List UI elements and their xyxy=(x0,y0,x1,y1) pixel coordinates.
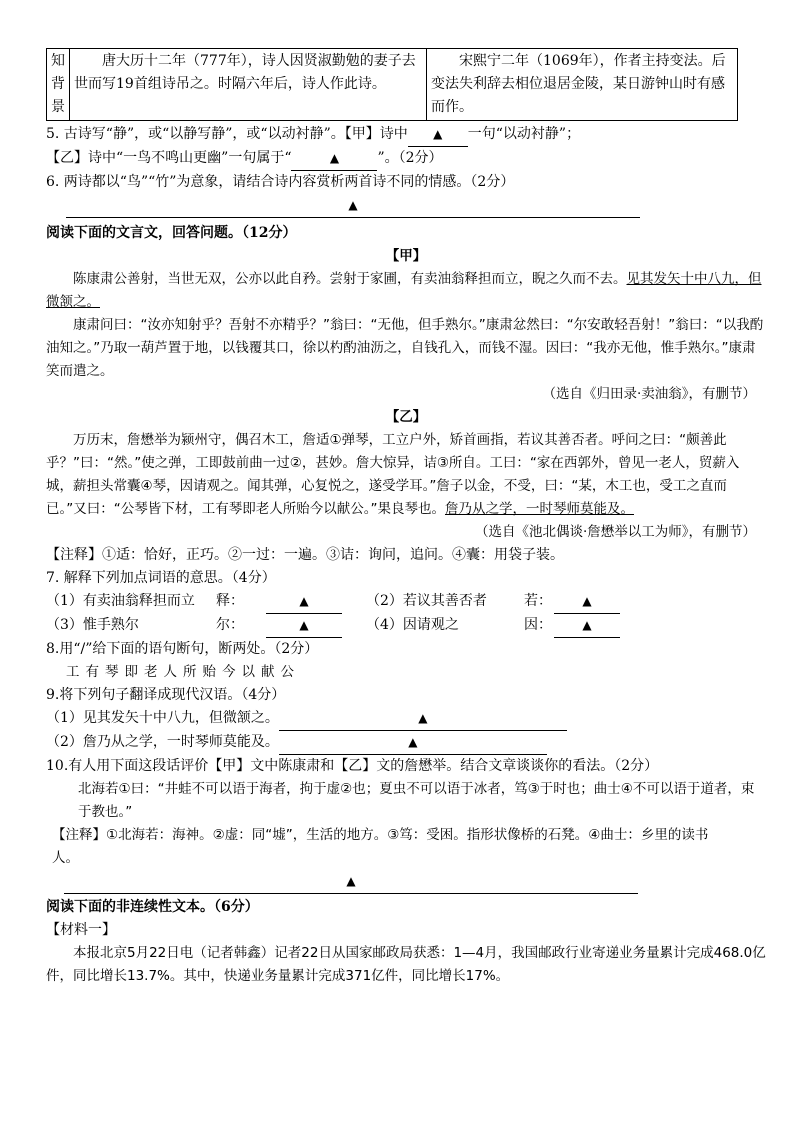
question-7-row: （1）有卖油翁释担而立 释： ▲ （2）若议其善否者 若： ▲ xyxy=(46,590,766,614)
table-label: 知 背 景 xyxy=(47,49,70,121)
section-heading-classical: 阅读下面的文言文，回答问题。（12分） xyxy=(46,225,297,241)
background-table xyxy=(46,48,738,121)
answer-line[interactable]: ▲ xyxy=(279,707,567,731)
answer-blank[interactable]: ▲ xyxy=(266,614,342,638)
answer-line[interactable]: ▲ xyxy=(279,731,547,755)
answer-line-6[interactable]: ▲ xyxy=(46,194,766,218)
question-10: 10.有人用下面这段话评价【甲】文中陈康肃和【乙】文的詹懋举。结合文章谈谈你的看法。（2分） xyxy=(46,758,659,774)
passage-title: 【甲】 xyxy=(385,248,427,264)
exam-page: 知 背 景 唐大历十二年（777年），诗人因贤淑勤勉的妻子去世而写19首组诗吊之。时隔六年后，诗人作此诗。 宋熙宁二年（1069年），作者主持变法。后变法失利辞去相位退居金陵，某日游钟山时有感而作。 5. 古诗写“静”，或“以静写静”，或“以动衬静”。【甲】诗中 ▲ 一句“以动衬静”； 【乙】诗中“一鸟不鸣山更幽”一句属于“ ▲ ”。（2分） 6. 两诗都以“鸟”“竹”为意象，请结合诗内容赏析两首诗不同的情感。（2分） ▲ 阅读下面的文言文，回答问题。（12分） 【甲】 陈康肃公善射，当世无双，公亦以此自矜。尝射于家圃，有卖油翁释担而立，睨之久而不去。见其发矢十中八九，但微颔之。 康肃问曰：“汝亦知射乎？吾射不亦精乎？”翁曰：“无他，但手熟尔。”康肃忿然曰：“尔安敢轻吾射！”翁曰：“以我酌油知之。”乃取一葫芦置于地，以钱覆其口，徐以杓酌油沥之，自钱孔入，而钱不湿。因曰：“我亦无他，惟手熟尔。”康肃笑而遣之。 （选自《归田录·卖油翁》，有删节） 【乙】 万历末，詹懋举为颍州守，偶召木工，詹适①弹琴，工立户外，矫首画指，若议其善否者。呼问之曰：“颇善此乎？”曰：“然。”使之弹，工即鼓前曲一过②，甚妙。詹大惊异，诘③所自。工曰：“家在西郭外，曾见一老人，贸薪入城，薪担头常囊④琴，因请观之。闻其弹，心复悦之，遂受学耳。”詹子以金，不受，曰：“某，木工也，受工之直而已。”又曰：“公琴皆下材，工有琴即老人所贻今以献公。”果良琴也。詹乃从之学，一时琴师莫能及。 （选自《池北偶谈·詹懋举以工为师》，有删节） 【注释】①适：恰好，正巧。②一过：一遍。③诘：询问，追问。④囊：用袋子装。 7. 解释下列加点词语的意思。（4分） （1）有卖油翁释担而立 释： ▲ （2）若议其善否者 若： ▲ （3）惟手熟尔 尔： ▲ （4）因请观之 因： ▲ 8.用“/”给下面的语句断句，断两处。（2分） 工有琴即老人所贻今以献公 9.将下列句子翻译成现代汉语。（4分） （1）见其发矢十中八九，但微颔之。 ▲ （2）詹乃从之学，一时琴师莫能及。 ▲ 10.有人用下面这段话评价【甲】文中陈康肃和【乙】文的詹懋举。结合文章谈谈你的看法。（2分） 北海若①曰：“井蛙不可以语于海者，拘于虚②也；夏虫不可以语于冰者，笃③于时也；曲士④不可以语于道者，束于教也。” 【注释】①北海若：海神。②虚：同“墟”，生活的地方。③笃：受困。指形状像桥的石凳。④曲士：乡里的读书人。 ▲ 阅读下面的非连续性文本。（6分） 【材料一】 本报北京5月22日电（记者韩鑫）记者22日从国家邮政局获悉：1—4月，我国邮政行业寄递业务量累计完成468.0亿件，同比增长13.7%。其中，快递业务量累计完成371亿件，同比增长17%。 xyxy=(46,48,766,988)
table-right-cell: 宋熙宁二年（1069年），作者主持变法。后变法失利辞去相位退居金陵，某日游钟山时有感而作。 xyxy=(427,49,738,121)
material-text: 本报北京5月22日电（记者韩鑫）记者22日从国家邮政局获悉：1—4月，我国邮政行业寄递业务量累计完成468.0亿件，同比增长13.7%。其中，快递业务量累计完成371亿件，同比增长17%。 xyxy=(46,945,766,984)
quote-notes: 【注释】①北海若：海神。②虚：同“墟”，生活的地方。③笃：受困。指形状像桥的石凳。④曲士：乡里的读书人。 xyxy=(52,827,709,866)
material-title: 【材料一】 xyxy=(46,922,116,938)
question-9: 9.将下列句子翻译成现代汉语。（4分） xyxy=(46,687,286,703)
question-7-row: （3）惟手熟尔 尔： ▲ （4）因请观之 因： ▲ xyxy=(46,614,766,638)
answer-blank[interactable]: ▲ xyxy=(291,147,377,171)
answer-blank[interactable]: ▲ xyxy=(266,590,342,614)
source-note: （选自《池北偶谈·詹懋举以工为师》，有删节） xyxy=(474,524,756,540)
question-6: 6. 两诗都以“鸟”“竹”为意象，请结合诗内容赏析两首诗不同的情感。（2分） xyxy=(46,174,515,190)
passage-title: 【乙】 xyxy=(385,409,427,425)
passage-jia: 【甲】 陈康肃公善射，当世无双，公亦以此自矜。尝射于家圃，有卖油翁释担而立，睨之久而不去。见其发矢十中八九，但微颔之。 康肃问曰：“汝亦知射乎？吾射不亦精乎？”翁曰：“无他，但手熟尔。”康肃忿然曰：“尔安敢轻吾射！”翁曰：“以我酌油知之。”乃取一葫芦置于地，以钱覆其口，徐以杓酌油沥之，自钱孔入，而钱不湿。因曰：“我亦无他，惟手熟尔。”康肃笑而遣之。 （选自《归田录·卖油翁》，有删节） xyxy=(46,245,766,406)
answer-blank[interactable]: ▲ xyxy=(554,590,620,614)
answer-line-10[interactable]: ▲ xyxy=(46,870,766,894)
source-note: （选自《归田录·卖油翁》，有删节） xyxy=(542,386,756,402)
question-5: 5. 古诗写“静”，或“以静写静”，或“以动衬静”。【甲】诗中 ▲ 一句“以动衬静”； 【乙】诗中“一鸟不鸣山更幽”一句属于“ ▲ ”。（2分） xyxy=(46,123,766,171)
answer-blank[interactable]: ▲ xyxy=(554,614,620,638)
notes: 【注释】①适：恰好，正巧。②一过：一遍。③诘：询问，追问。④囊：用袋子装。 xyxy=(46,547,564,563)
punctuation-sentence[interactable]: 工有琴即老人所贻今以献公 xyxy=(66,664,300,680)
table-left-cell: 唐大历十二年（777年），诗人因贤淑勤勉的妻子去世而写19首组诗吊之。时隔六年后，诗人作此诗。 xyxy=(70,49,427,121)
question-7: 7. 解释下列加点词语的意思。（4分） xyxy=(46,570,276,586)
passage-yi: 【乙】 万历末，詹懋举为颍州守，偶召木工，詹适①弹琴，工立户外，矫首画指，若议其善否者。呼问之曰：“颇善此乎？”曰：“然。”使之弹，工即鼓前曲一过②，甚妙。詹大惊异，诘③所自。工曰：“家在西郭外，曾见一老人，贸薪入城，薪担头常囊④琴，因请观之。闻其弹，心复悦之，遂受学耳。”詹子以金，不受，曰：“某，木工也，受工之直而已。”又曰：“公琴皆下材，工有琴即老人所贻今以献公。”果良琴也。詹乃从之学，一时琴师莫能及。 （选自《池北偶谈·詹懋举以工为师》，有删节） xyxy=(46,406,766,544)
answer-blank[interactable]: ▲ xyxy=(408,123,468,147)
section-heading-nonlinear: 阅读下面的非连续性文本。（6分） xyxy=(46,899,259,915)
quote-text: 北海若①曰：“井蛙不可以语于海者，拘于虚②也；夏虫不可以语于冰者，笃③于时也；曲士④不可以语于道者，束于教也。” xyxy=(78,781,755,820)
question-8: 8.用“/”给下面的语句断句，断两处。（2分） xyxy=(46,641,319,657)
